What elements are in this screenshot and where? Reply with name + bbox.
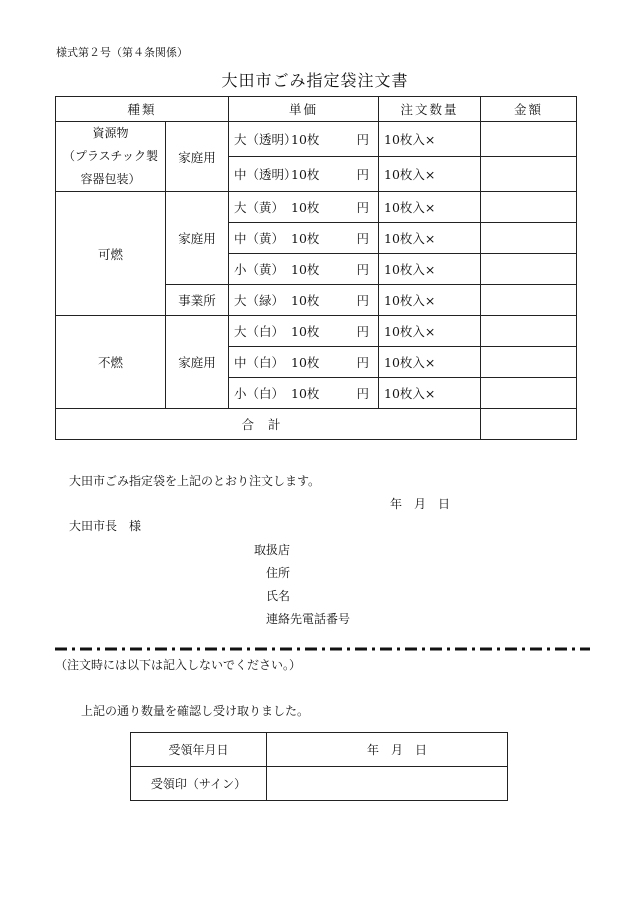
unit-price-cell [229, 316, 379, 347]
unit-price-cell [229, 192, 379, 223]
order-date-line: 年 月 日 [390, 497, 451, 511]
unit-price-cell [229, 223, 379, 254]
unit-price-cell [229, 285, 379, 316]
bag-count: 10枚 [291, 200, 320, 215]
bag-count: 10枚 [291, 262, 320, 277]
order-qty-cell[interactable]: 10枚入× [379, 192, 481, 223]
order-qty-cell[interactable]: 10枚入× [379, 157, 481, 192]
total-row [56, 409, 577, 440]
receipt-date-row [131, 733, 508, 767]
unit-price-cell [229, 122, 379, 157]
bag-size: 大（緑） [234, 293, 285, 308]
bag-size: 大（透明） [234, 132, 297, 147]
bag-count: 10枚 [291, 132, 320, 147]
user-household: 家庭用 [166, 316, 229, 409]
unit-price-cell [229, 254, 379, 285]
bag-count: 10枚 [291, 293, 320, 308]
unit-price-cell [229, 347, 379, 378]
receipt-seal-field[interactable] [267, 767, 508, 801]
category-burnable: 可燃 [56, 192, 166, 316]
yen-unit: 円 [356, 386, 370, 401]
header-row [56, 97, 577, 122]
bag-count: 10枚 [291, 324, 320, 339]
header-unit-price: 単価 [229, 97, 379, 122]
unit-price-cell [229, 378, 379, 409]
form-number: 様式第２号（第４条関係） [56, 46, 188, 59]
header-type: 種類 [56, 97, 229, 122]
yen-unit: 円 [356, 167, 370, 182]
bag-size: 中（透明） [234, 167, 297, 182]
receipt-seal-label: 受領印（サイン） [131, 767, 267, 801]
receipt-table [130, 732, 508, 801]
amount-cell[interactable] [481, 316, 577, 347]
order-qty-cell[interactable]: 10枚入× [379, 316, 481, 347]
category-resource [56, 122, 166, 192]
bag-size: 小（白） [234, 386, 285, 401]
order-statement: 大田市ごみ指定袋を上記のとおり注文します。 [69, 474, 321, 488]
amount-cell[interactable] [481, 122, 577, 157]
table-row [56, 192, 577, 223]
order-qty-cell[interactable]: 10枚入× [379, 122, 481, 157]
category-nonburnable: 不燃 [56, 316, 166, 409]
amount-cell[interactable] [481, 223, 577, 254]
yen-unit: 円 [356, 231, 370, 246]
yen-unit: 円 [356, 355, 370, 370]
order-qty-cell[interactable]: 10枚入× [379, 254, 481, 285]
total-label: 合計 [56, 409, 481, 440]
order-qty-cell[interactable]: 10枚入× [379, 347, 481, 378]
cut-note: （注文時には以下は記入しないでください。） [55, 658, 302, 672]
bag-count: 10枚 [291, 386, 320, 401]
address-label: 住所 [266, 566, 291, 580]
bag-size: 小（黄） [234, 262, 285, 277]
phone-label: 連絡先電話番号 [266, 612, 351, 626]
category-resource-line3: 容器包装） [80, 172, 141, 186]
amount-cell[interactable] [481, 347, 577, 378]
user-household: 家庭用 [166, 122, 229, 192]
category-resource-line1: 資源物 [92, 126, 129, 140]
order-qty-cell[interactable]: 10枚入× [379, 285, 481, 316]
page-title: 大田市ごみ指定袋注文書 [221, 71, 409, 90]
table-row [56, 316, 577, 347]
category-resource-line2: （プラスチック製 [62, 149, 159, 163]
amount-cell[interactable] [481, 157, 577, 192]
yen-unit: 円 [356, 293, 370, 308]
yen-unit: 円 [356, 132, 370, 147]
order-qty-cell[interactable]: 10枚入× [379, 223, 481, 254]
bag-size: 中（白） [234, 355, 285, 370]
confirm-text: 上記の通り数量を確認し受け取りました。 [81, 704, 310, 718]
yen-unit: 円 [356, 324, 370, 339]
unit-price-cell [229, 157, 379, 192]
total-amount-cell[interactable] [481, 409, 577, 440]
bag-count: 10枚 [291, 355, 320, 370]
addressee: 大田市長 様 [69, 519, 142, 533]
amount-cell[interactable] [481, 378, 577, 409]
bag-count: 10枚 [291, 231, 320, 246]
header-order-qty: 注文数量 [379, 97, 481, 122]
header-amount: 金額 [481, 97, 577, 122]
amount-cell[interactable] [481, 254, 577, 285]
bag-size: 中（黄） [234, 231, 285, 246]
name-label: 氏名 [266, 589, 291, 603]
user-business: 事業所 [166, 285, 229, 316]
bag-count: 10枚 [291, 167, 320, 182]
dealer-label: 取扱店 [254, 543, 291, 557]
amount-cell[interactable] [481, 285, 577, 316]
receipt-date-label: 受領年月日 [131, 733, 267, 767]
user-household: 家庭用 [166, 192, 229, 285]
yen-unit: 円 [356, 200, 370, 215]
table-row [56, 122, 577, 157]
amount-cell[interactable] [481, 192, 577, 223]
yen-unit: 円 [356, 262, 370, 277]
bag-size: 大（白） [234, 324, 285, 339]
receipt-seal-row [131, 767, 508, 801]
cut-line [55, 647, 590, 651]
order-qty-cell[interactable]: 10枚入× [379, 378, 481, 409]
receipt-date-value[interactable]: 年 月 日 [267, 733, 508, 767]
bag-size: 大（黄） [234, 200, 285, 215]
order-table [55, 96, 577, 440]
